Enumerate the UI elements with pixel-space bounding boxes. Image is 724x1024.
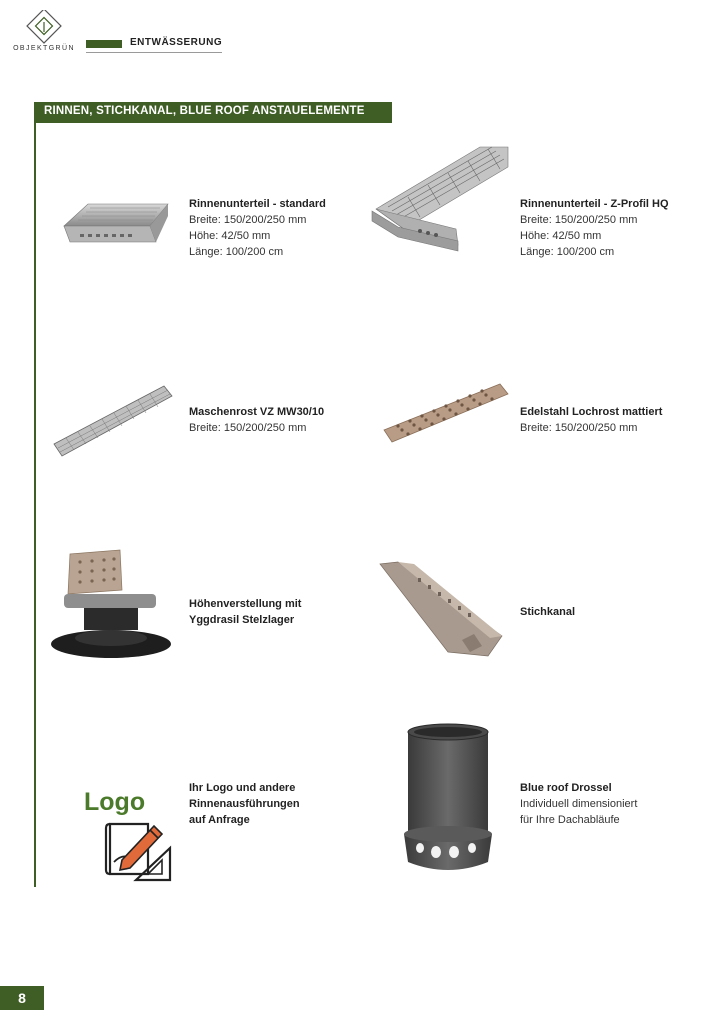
product-title: Rinnenausführungen bbox=[189, 798, 300, 810]
rinnenunterteil-standard-image bbox=[60, 196, 172, 254]
product-spec: Länge: 100/200 cm bbox=[520, 246, 615, 258]
product-title: Edelstahl Lochrost mattiert bbox=[520, 406, 663, 418]
product-title: Rinnenunterteil - standard bbox=[189, 198, 326, 210]
blue-roof-drossel-image bbox=[402, 722, 494, 878]
hoehenverstellung-stelzlager-image bbox=[48, 548, 174, 664]
product-spec: Höhe: 42/50 mm bbox=[520, 230, 602, 242]
page-number: 8 bbox=[0, 986, 44, 1010]
stichkanal-image bbox=[378, 560, 504, 658]
drawing-pencil-icon bbox=[104, 816, 174, 884]
product-spec: Höhe: 42/50 mm bbox=[189, 230, 271, 242]
product-spec: Breite: 150/200/250 mm bbox=[520, 422, 638, 434]
section-title: ENTWÄSSERUNG bbox=[130, 37, 223, 48]
product-title: Blue roof Drossel bbox=[520, 782, 612, 794]
product-title: Maschenrost VZ MW30/10 bbox=[189, 406, 325, 418]
product-title: Yggdrasil Stelzlager bbox=[189, 614, 295, 626]
header-divider bbox=[86, 52, 222, 53]
edelstahl-lochrost-image bbox=[382, 382, 510, 446]
brand-name: OBJEKTGRÜN bbox=[13, 45, 75, 52]
maschenrost-image bbox=[52, 384, 174, 460]
product-title: Höhenverstellung mit bbox=[189, 598, 302, 610]
rinnenunterteil-z-profil-image bbox=[368, 145, 510, 253]
product-title: Ihr Logo und andere bbox=[189, 782, 296, 794]
left-accent-line bbox=[34, 123, 36, 887]
product-title: Rinnenunterteil - Z-Profil HQ bbox=[520, 198, 669, 210]
product-spec: Individuell dimensioniert bbox=[520, 798, 638, 810]
product-spec: Breite: 150/200/250 mm bbox=[189, 422, 307, 434]
product-spec: Länge: 100/200 cm bbox=[189, 246, 284, 258]
product-spec: für Ihre Dachabläufe bbox=[520, 814, 620, 826]
logo-placeholder-text: Logo bbox=[84, 788, 146, 816]
product-spec: Breite: 150/200/250 mm bbox=[520, 214, 638, 226]
category-banner-title: RINNEN, STICHKANAL, BLUE ROOF ANSTAUELEMENTE bbox=[44, 105, 365, 117]
header-accent-bar bbox=[86, 40, 122, 48]
product-title: Stichkanal bbox=[520, 606, 576, 618]
product-spec: Breite: 150/200/250 mm bbox=[189, 214, 307, 226]
objektgruen-logo bbox=[14, 10, 74, 60]
product-title: auf Anfrage bbox=[189, 814, 250, 826]
